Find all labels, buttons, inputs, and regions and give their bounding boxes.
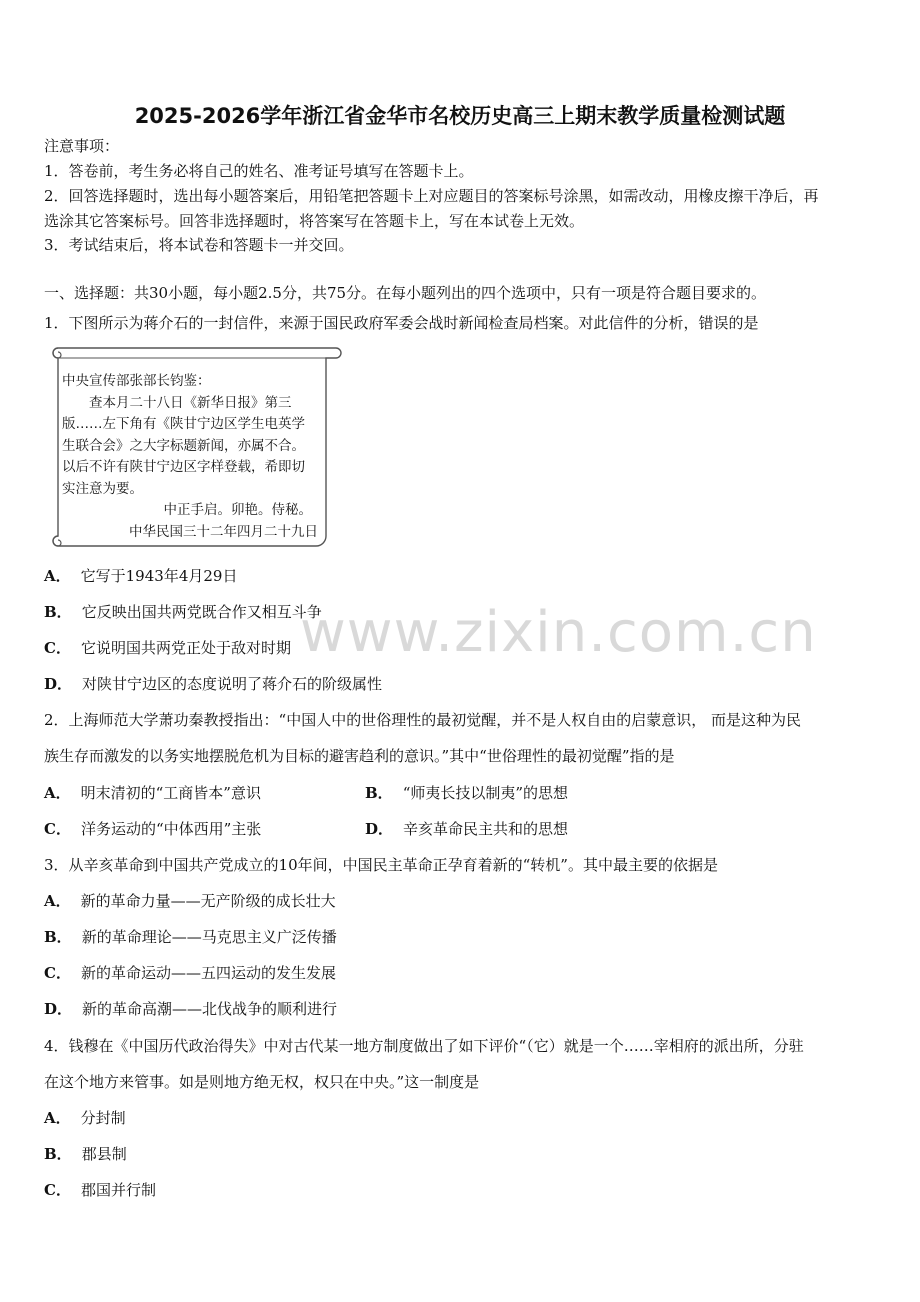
q3-option-d: D． 新的革命高潮——北伐战争的顺利进行 xyxy=(44,1000,338,1018)
letter-signature: 中正手启。卯艳。侍秘。 xyxy=(163,502,312,518)
q1-option-c: C． 它说明国共两党正处于敌对时期 xyxy=(44,639,291,657)
q4-option-a: A． 分封制 xyxy=(44,1109,126,1127)
notice-item-2: 2．回答选择题时，选出每小题答案后，用铅笔把答题卡上对应题目的答案标号涂黑，如需改动，用橡皮擦干净后，再 xyxy=(44,187,819,205)
notice-heading: 注意事项： xyxy=(44,137,120,155)
letter-line: 实注意为要。 xyxy=(62,480,143,497)
section-heading: 一、选择题：共30小题，每小题2.5分，共75分。在每小题列出的四个选项中，只有一项是符合题目要求的。 xyxy=(44,284,767,302)
q2-option-c: C． 洋务运动的“中体西用”主张 xyxy=(44,820,262,838)
q3-stem: 3．从辛亥革命到中国共产党成立的10年间，中国民主革命正孕育着新的“转机”。其中最主要的依据是 xyxy=(44,856,718,874)
letter-date: 中华民国三十二年四月二十九日 xyxy=(129,523,318,540)
q4-stem-line1: 4．钱穆在《中国历代政治得失》中对古代某一地方制度做出了如下评价“（它）就是一个……宰相府的派出所，分驻 xyxy=(44,1037,804,1055)
q4-option-b: B． 郡县制 xyxy=(44,1145,127,1163)
q1-option-d: D． 对陕甘宁边区的态度说明了蒋介石的阶级属性 xyxy=(44,675,383,693)
notice-item-2-cont: 选涂其它答案标号。回答非选择题时，将答案写在答题卡上，写在本试卷上无效。 xyxy=(44,212,585,230)
watermark: www.zixin.com.cn xyxy=(300,600,817,665)
letter-scroll-image xyxy=(44,346,344,556)
letter-line: 版……左下角有《陕甘宁边区学生电英学 xyxy=(62,416,305,432)
q1-stem: 1．下图所示为蒋介石的一封信件，来源于国民政府军委会战时新闻检查局档案。对此信件的分析，错误的是 xyxy=(44,314,759,332)
page-title: 2025-2026学年浙江省金华市名校历史高三上期末教学质量检测试题 xyxy=(134,104,786,128)
q2-option-a: A． 明末清初的“工商皆本”意识 xyxy=(44,784,261,802)
letter-line: 以后不许有陕甘宁边区字样登载，希即切 xyxy=(62,459,305,475)
letter-line: 生联合会》之大字标题新闻，亦属不合。 xyxy=(62,437,305,454)
notice-item-1: 1．答卷前，考生务必将自己的姓名、准考证号填写在答题卡上。 xyxy=(44,162,474,180)
q3-option-a: A． 新的革命力量——无产阶级的成长壮大 xyxy=(44,892,336,910)
q1-option-a: A． 它写于1943年4月29日 xyxy=(44,567,238,585)
q2-option-b: B． “师夷长技以制夷”的思想 xyxy=(365,784,569,802)
q3-option-c: C． 新的革命运动——五四运动的发生发展 xyxy=(44,964,336,982)
q2-stem-line1: 2．上海师范大学萧功秦教授指出：“中国人中的世俗理性的最初觉醒，并不是人权自由的启蒙意识， 而是这种为民 xyxy=(44,711,801,729)
letter-text xyxy=(62,371,322,543)
q2-option-d: D． 辛亥革命民主共和的思想 xyxy=(365,820,569,838)
letter-line: 中央宣传部张部长钧鉴： xyxy=(62,373,211,389)
q4-stem-line2: 在这个地方来管事。如是则地方绝无权，权只在中央。”这一制度是 xyxy=(44,1073,480,1091)
q2-stem-line2: 族生存而激发的以务实地摆脱危机为目标的避害趋利的意识。”其中“世俗理性的最初觉醒”指的是 xyxy=(44,747,675,765)
q3-option-b: B． 新的革命理论——马克思主义广泛传播 xyxy=(44,928,337,946)
q4-option-c: C． 郡国并行制 xyxy=(44,1181,156,1199)
letter-line: 查本月二十八日《新华日报》第三 xyxy=(62,394,292,411)
notice-item-3: 3．考试结束后，将本试卷和答题卡一并交回。 xyxy=(44,236,354,254)
q1-option-b: B． 它反映出国共两党既合作又相互斗争 xyxy=(44,603,322,621)
